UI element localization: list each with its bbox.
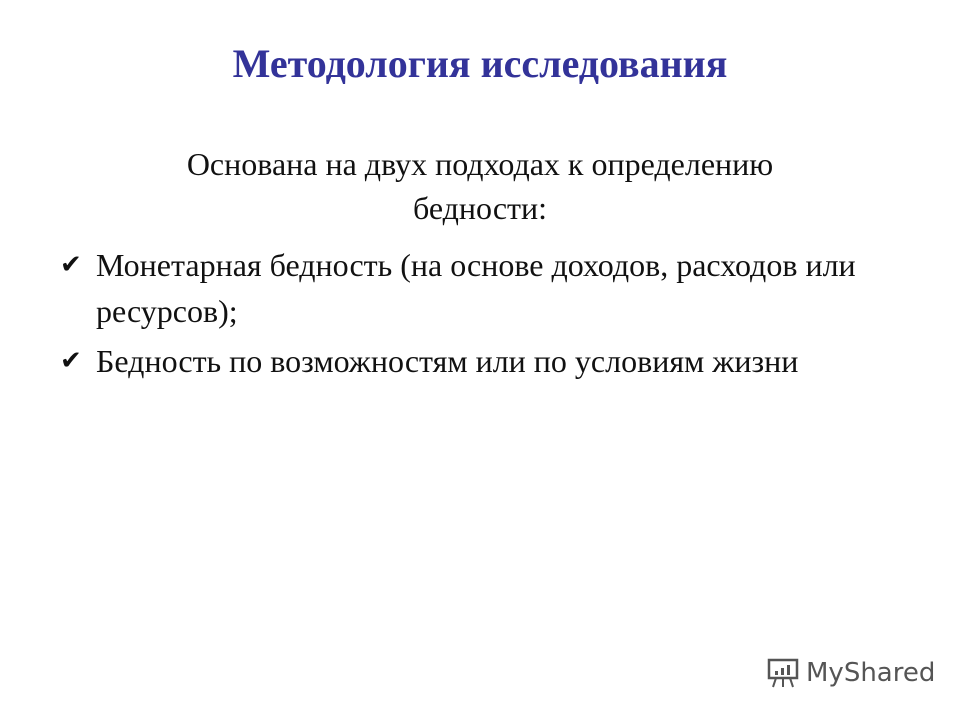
slide-title: Методология исследования xyxy=(232,41,728,86)
intro-line-1: Основана на двух подходах к определению xyxy=(186,146,774,182)
intro-line-2: бедности: xyxy=(412,190,548,226)
myshared-watermark xyxy=(766,656,935,690)
intro-text xyxy=(120,142,840,230)
bullet-item xyxy=(60,338,896,384)
checkmark-icon: ✔ xyxy=(60,250,82,280)
bullet-text: Бедность по возможностям или по условиям жизни xyxy=(96,343,799,379)
checkmark-icon: ✔ xyxy=(60,346,82,376)
bullet-item xyxy=(60,242,896,334)
watermark-text: MyShared xyxy=(806,658,936,688)
bullet-text: Монетарная бедность (на основе доходов, расходов или ресурсов); xyxy=(96,247,856,329)
presentation-board-icon xyxy=(766,656,800,690)
